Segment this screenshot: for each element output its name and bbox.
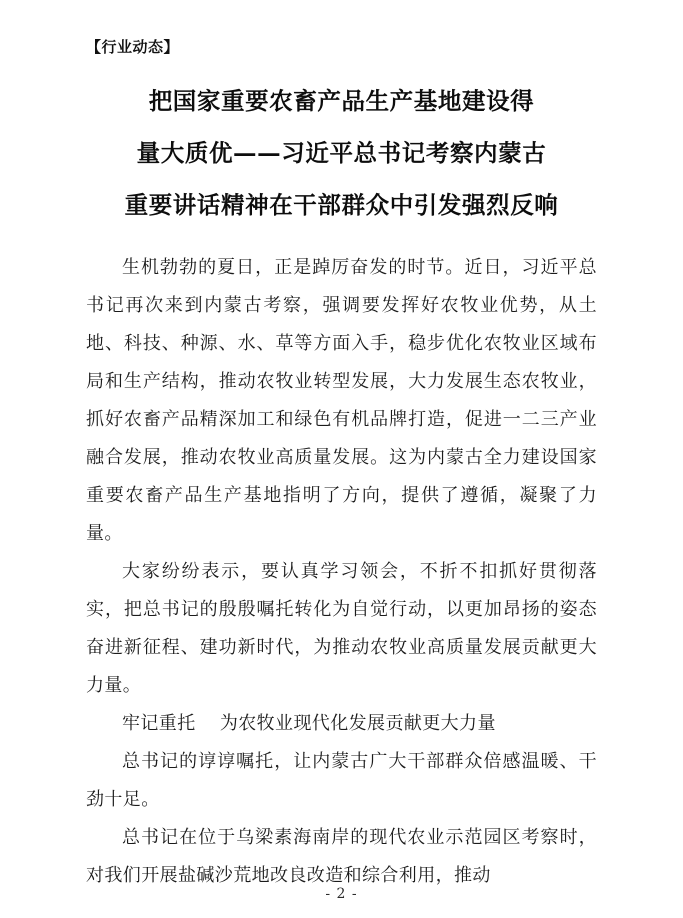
paragraph-3: 总书记的谆谆嘱托，让内蒙古广大干部群众倍感温暖、干劲十足。 [86, 751, 597, 810]
subheading-part-2: 为农牧业现代化发展贡献更大力量 [219, 713, 496, 734]
title-line-3: 重要讲话精神在干部群众中引发强烈反响 [124, 191, 559, 219]
page-title [86, 75, 597, 231]
title-line-2: 量大质优——习近平总书记考察内蒙古 [136, 139, 547, 167]
section-kicker: 【行业动态】 [86, 38, 180, 56]
title-line-1: 把国家重要农畜产品生产基地建设得 [148, 87, 535, 115]
subheading-part-1: 牢记重托 [122, 713, 196, 734]
paragraph-4: 总书记在位于乌梁素海南岸的现代农业示范园区考察时，对我们开展盐碱沙荒地改良改造和综合利用，推动 [86, 827, 597, 886]
subheading [86, 705, 597, 743]
page-number: - 2 - [325, 886, 358, 902]
article-body [86, 249, 597, 895]
paragraph-2: 大家纷纷表示，要认真学习领会，不折不扣抓好贯彻落实，把总书记的殷殷嘱托转化为自觉行动，以更加昂扬的姿态奋进新征程、建功新时代，为推动农牧业高质量发展贡献更大力量。 [86, 561, 597, 696]
paragraph-1: 生机勃勃的夏日，正是踔厉奋发的时节。近日，习近平总书记再次来到内蒙古考察，强调要发挥好农牧业优势，从土地、科技、种源、水、草等方面入手，稳步优化农牧业区域布局和生产结构，推动农牧业转型发展，大力发展生态农牧业，抓好农畜产品精深加工和绿色有机品牌打造，促进一二三产业融合发展，推动农牧业高质量发展。这为内蒙古全力建设国家重要农畜产品生产基地指明了方向，提供了遵循，凝聚了力量。 [86, 257, 597, 544]
